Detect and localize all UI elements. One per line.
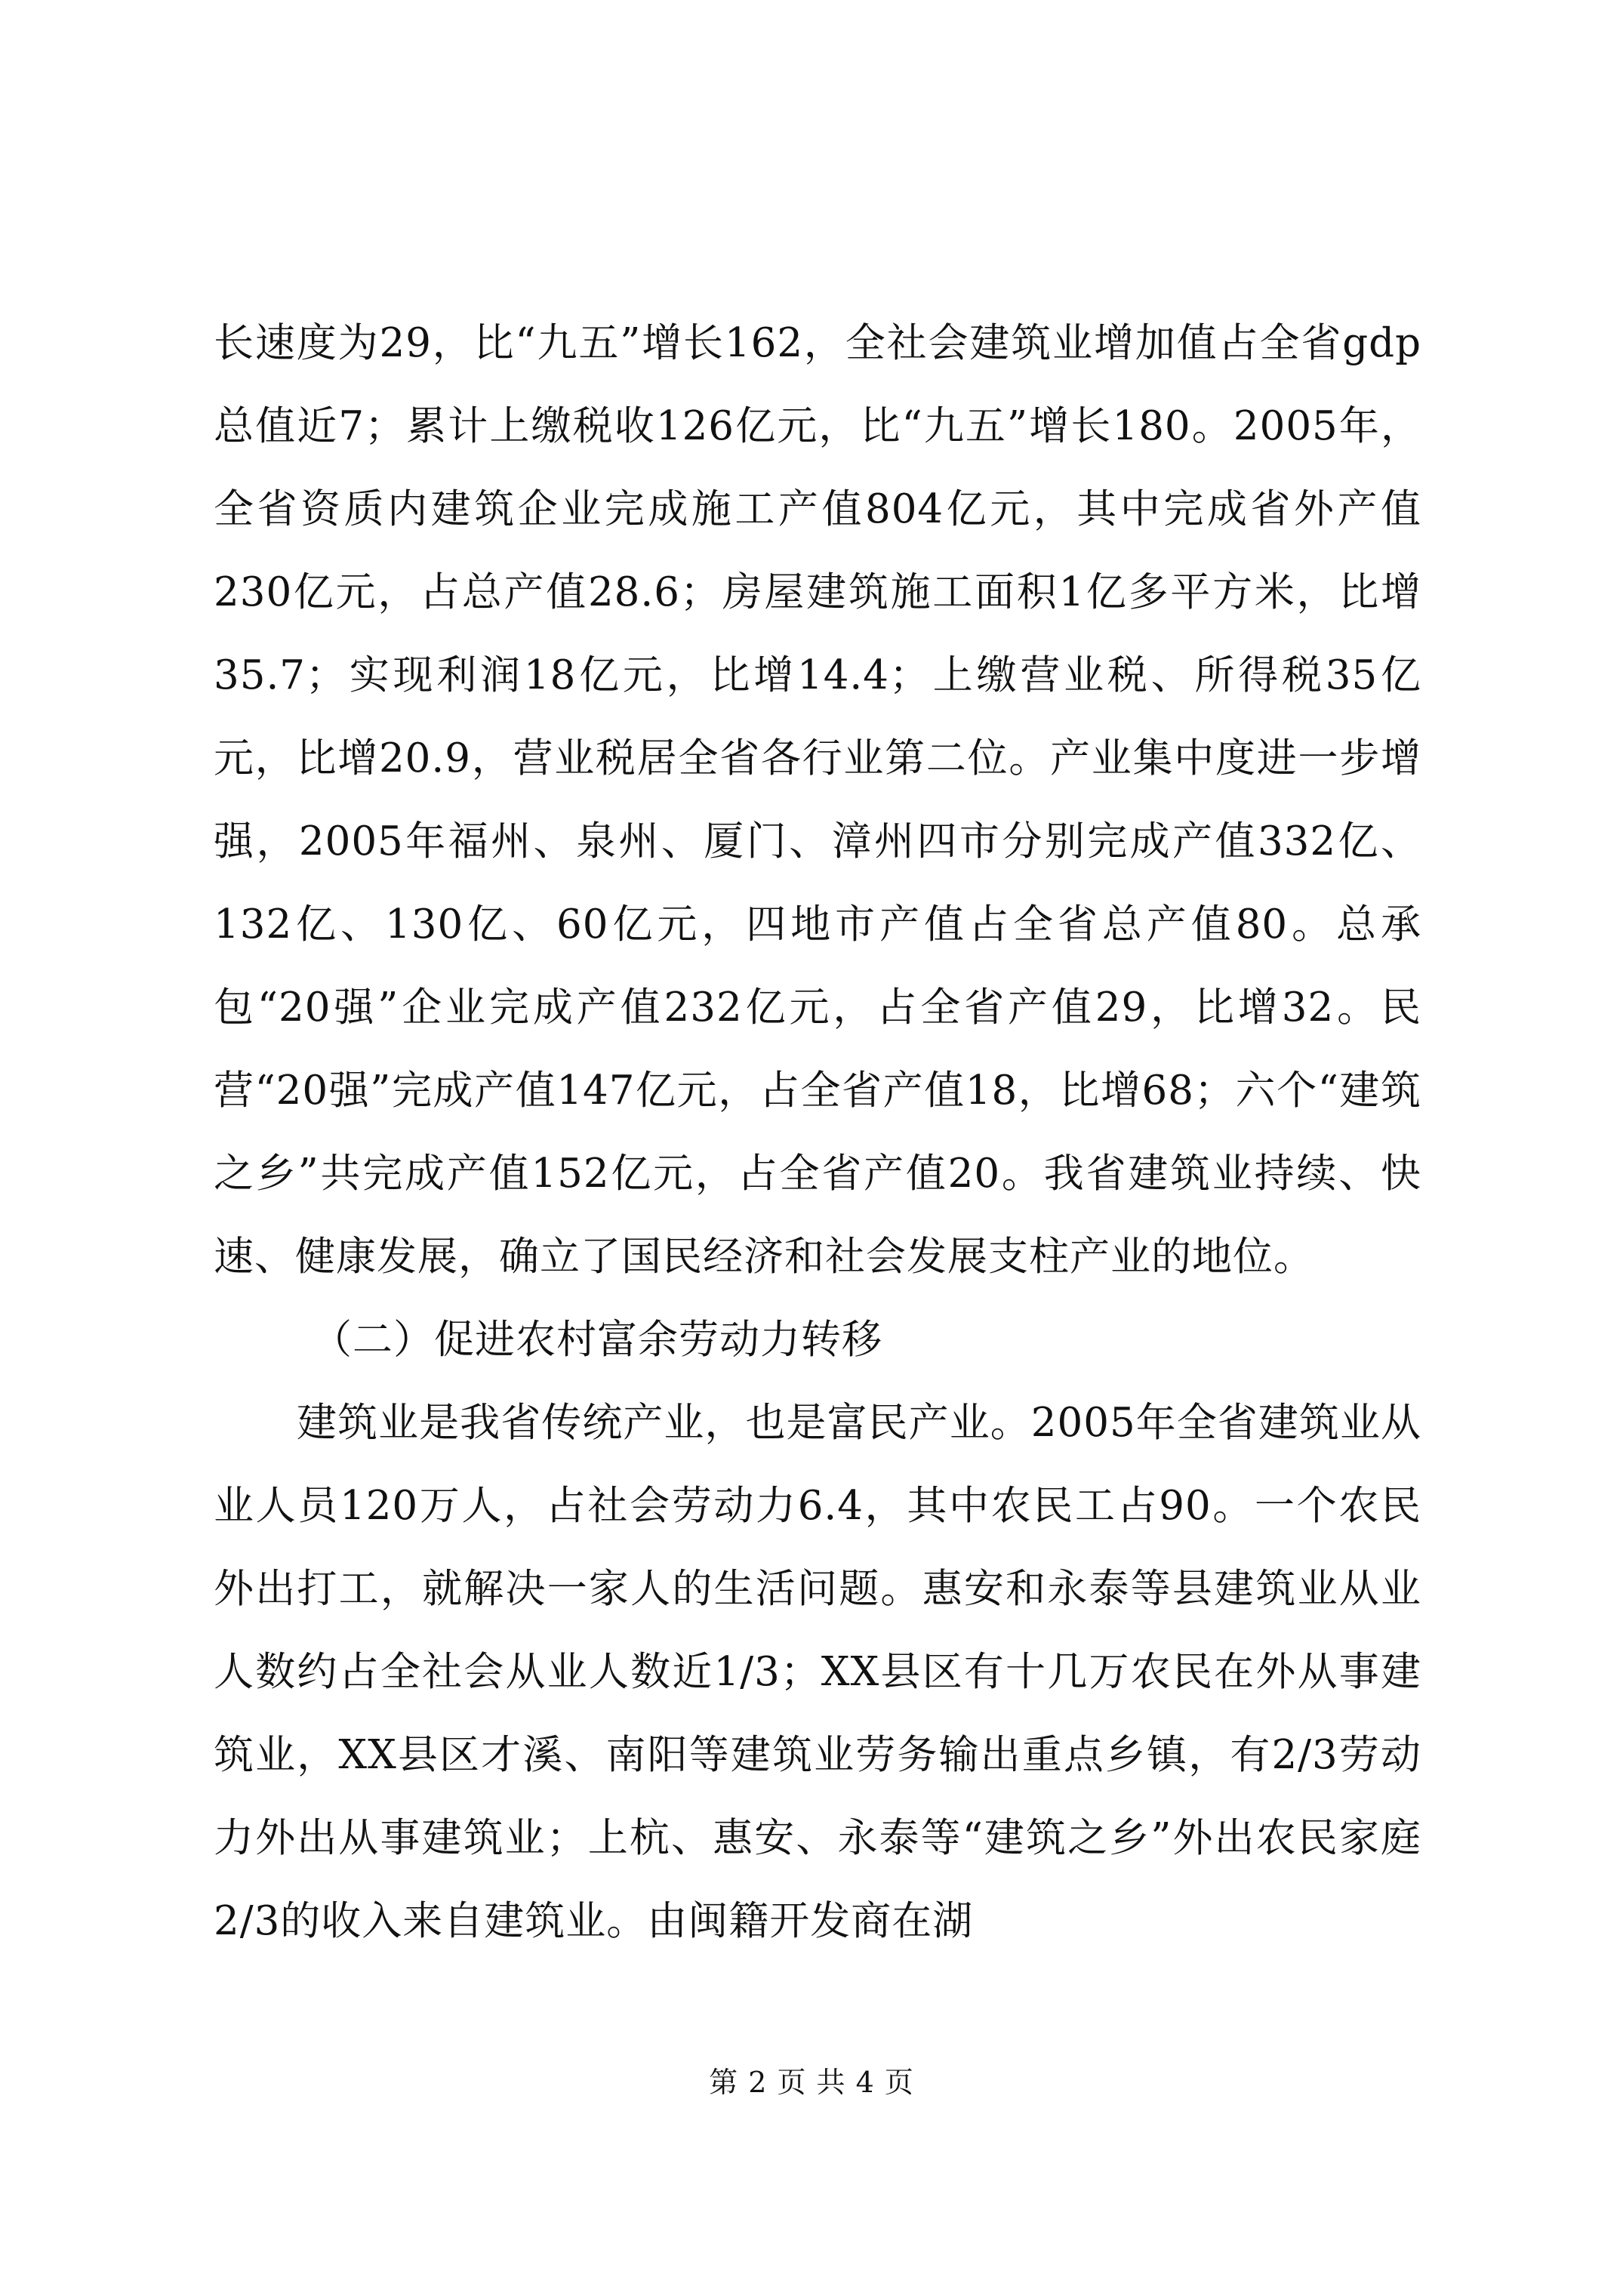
body-paragraph: 建筑业是我省传统产业，也是富民产业。2005年全省建筑业从业人员120万人，占社会劳动力6.4，其中农民工占90。一个农民外出打工，就解决一家人的生活问题。惠安和永泰等县建筑业从业人数约占全社会从业人数近1/3；XX县区有十几万农民在外从事建筑业，XX县区才溪、南阳等建筑业劳务输出重点乡镇，有2/3劳动力外出从事建筑业；上杭、惠安、永泰等“建筑之乡”外出农民家庭2/3的收入来自建筑业。由闽籍开发商在湖: [214, 1400, 1421, 1944]
page-footer: 第 2 页 共 4 页: [709, 2066, 914, 2099]
document-body: [214, 302, 1421, 1963]
body-paragraph: 长速度为29，比“九五”增长162，全社会建筑业增加值占全省gdp总值近7；累计上缴税收126亿元，比“九五”增长180。2005年，全省资质内建筑企业完成施工产值804亿元，其中完成省外产值230亿元，占总产值28.6；房屋建筑施工面积1亿多平方米，比增35.7；实现利润18亿元，比增14.4；上缴营业税、所得税35亿元，比增20.9，营业税居全省各行业第二位。产业集中度进一步增强，2005年福州、泉州、厦门、漳州四市分别完成产值332亿、132亿、130亿、60亿元，四地市产值占全省总产值80。总承包“20强”企业完成产值232亿元，占全省产值29，比增32。民营“20强”完成产值147亿元，占全省产值18，比增68；六个“建筑之乡”共完成产值152亿元，占全省产值20。我省建筑业持续、快速、健康发展，确立了国民经济和社会发展支柱产业的地位。: [214, 320, 1421, 1280]
section-heading: （二）促进农村富余劳动力转移: [312, 1317, 882, 1363]
